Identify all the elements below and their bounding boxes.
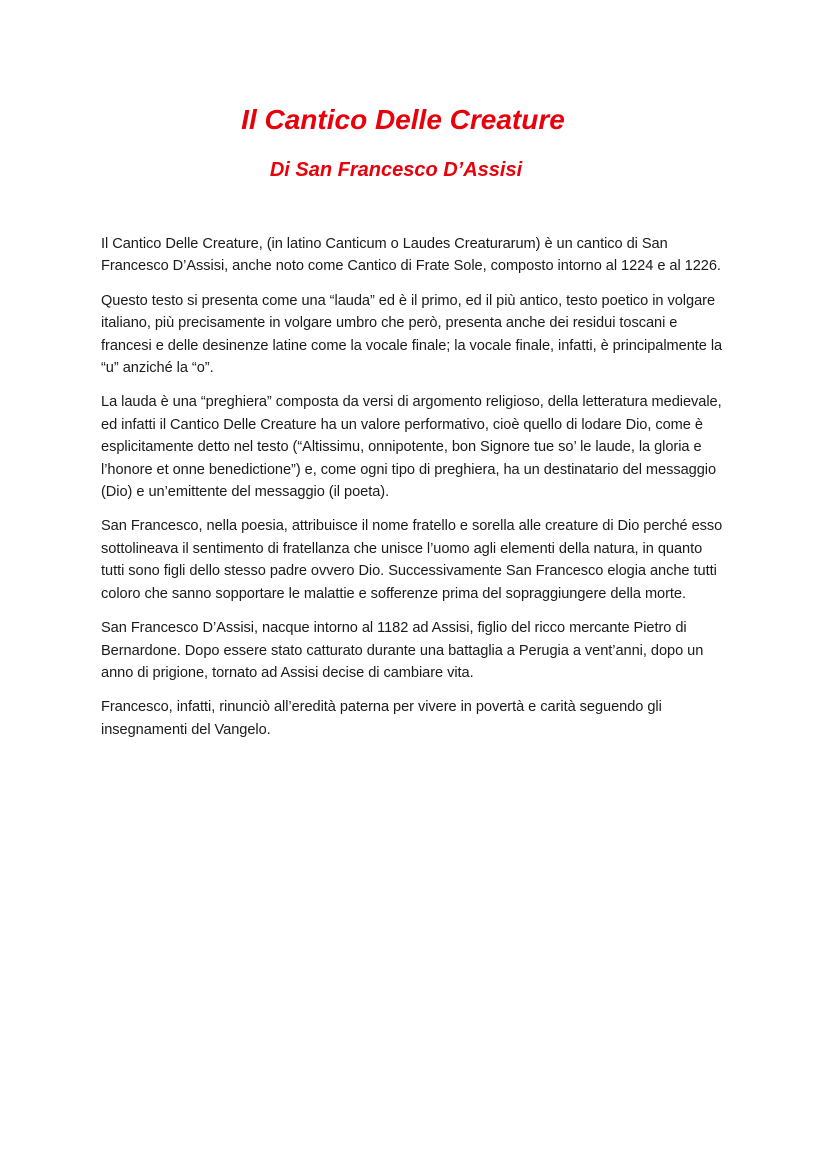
document-title: Il Cantico Delle Creature — [241, 104, 565, 135]
paragraph-lauda-volgare: Questo testo si presenta come una “lauda” ed è il primo, ed il più antico, testo poetico in volgare italiano, più precisamente in volgare umbro che però, presenta anche dei residui toscani e francesi e delle desinenze latine come la vocale finale; la vocale finale, infatti, è principalmente la “u” anziché la “o”. — [101, 292, 723, 377]
paragraph-fratellanza: San Francesco, nella poesia, attribuisce il nome fratello e sorella alle creature di Dio perché esso sottolineava il sentimento di fratellanza che unisce l’uomo agli elementi della natura, in quanto tutti sono figli dello stesso padre ovvero Dio. Successivamente San Francesco elogia anche tutti coloro che sanno sopportare le malattie e sofferenze prima del sopraggiungere della morte. — [101, 518, 723, 602]
paragraph-biografia: San Francesco D’Assisi, nacque intorno al 1182 ad Assisi, figlio del ricco mercante Pietro di Bernardone. Dopo essere stato catturato durante una battaglia a Perugia a vent’anni, dopo un anno di prigione, tornato ad Assisi decise di cambiare vita. — [101, 620, 704, 681]
paragraph-rinuncia: Francesco, infatti, rinunciò all’eredità paterna per vivere in povertà e carità seguendo gli insegnamenti del Vangelo. — [101, 699, 662, 738]
paragraph-preghiera: La lauda è una “preghiera” composta da versi di argomento religioso, della letteratura medievale, ed infatti il Cantico Delle Creature ha un valore performativo, cioè quello di lodare Dio, come è esplicitamente detto nel testo (“Altissimu, onnipotente, bon Signore tue so’ le laude, la gloria e l’honore et onne benedictione”) e, come ogni tipo di preghiera, ha un destinatario del messaggio (Dio) e un’emittente del messaggio (il poeta). — [101, 394, 722, 501]
document-body — [101, 233, 726, 753]
paragraph-intro: Il Cantico Delle Creature, (in latino Canticum o Laudes Creaturarum) è un cantico di San Francesco D’Assisi, anche noto come Cantico di Frate Sole, composto intorno al 1224 e al 1226. — [101, 236, 721, 275]
document-subtitle: Di San Francesco D’Assisi — [269, 159, 523, 181]
